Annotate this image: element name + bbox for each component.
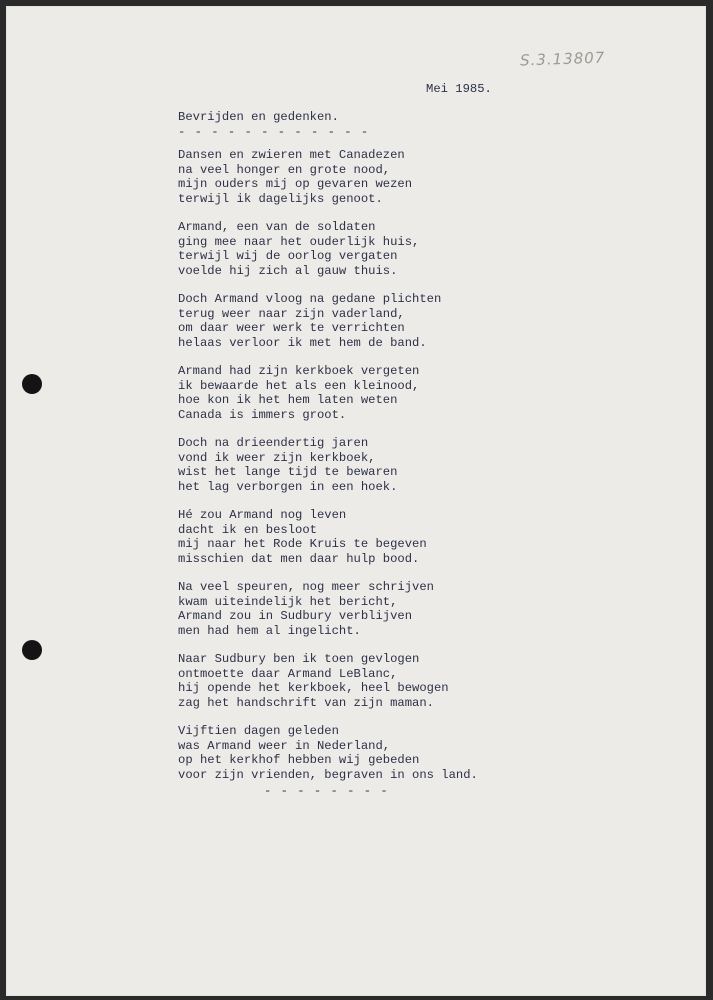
poem-line: Canada is immers groot.	[178, 407, 347, 422]
stanza	[178, 148, 518, 206]
poem-line: op het kerkhof hebben wij gebeden	[178, 753, 420, 767]
document-date: Mei 1985.	[426, 82, 492, 96]
stanza	[178, 292, 518, 350]
poem-line: het lag verborgen in een hoek.	[178, 479, 398, 494]
stanza	[178, 436, 518, 494]
poem-line: vond ik weer zijn kerkboek,	[178, 450, 376, 465]
poem-line: terug weer naar zijn vaderland,	[178, 306, 405, 321]
poem-line: ontmoette daar Armand LeBlanc,	[178, 666, 398, 681]
stanza	[178, 364, 518, 422]
poem-line: Armand zou in Sudbury verblijven	[178, 609, 413, 623]
stanza	[178, 220, 518, 278]
poem-line: ging mee naar het ouderlijk huis,	[178, 234, 420, 249]
poem-line: voor zijn vrienden, begraven in ons land.	[178, 767, 478, 782]
poem-line: Doch Armand vloog na gedane plichten	[178, 292, 442, 306]
stanza	[178, 508, 518, 566]
poem-line: voelde hij zich al gauw thuis.	[178, 263, 398, 278]
title-underline: - - - - - - - - - - - -	[178, 124, 370, 139]
poem-line: Na veel speuren, nog meer schrijven	[178, 580, 434, 594]
poem-line: hoe kon ik het hem laten weten	[178, 393, 398, 407]
punch-hole	[22, 374, 42, 394]
poem-line: Hé zou Armand nog leven	[178, 508, 347, 522]
poem-line: Armand, een van de soldaten	[178, 220, 376, 234]
poem-line: terwijl wij de oorlog vergaten	[178, 249, 398, 263]
poem-line: helaas verloor ik met hem de band.	[178, 335, 427, 350]
poem-line: dacht ik en besloot	[178, 522, 317, 537]
punch-hole	[22, 640, 42, 660]
poem-line: wist het lange tijd te bewaren	[178, 465, 398, 479]
end-divider: - - - - - - - -	[264, 784, 389, 798]
poem-line: Naar Sudbury ben ik toen gevlogen	[178, 652, 420, 666]
poem-line: mij naar het Rode Kruis te begeven	[178, 537, 427, 551]
stanza	[178, 652, 518, 710]
poem-line: mijn ouders mij op gevaren wezen	[178, 177, 413, 191]
stanza	[178, 724, 518, 782]
archive-number: S.3.13807	[519, 48, 606, 70]
poem-title: Bevrijden en gedenken.	[178, 110, 339, 124]
document-page	[6, 6, 706, 996]
poem-line: misschien dat men daar hulp bood.	[178, 551, 420, 566]
poem-line: kwam uiteindelijk het bericht,	[178, 594, 398, 609]
poem-line: na veel honger en grote nood,	[178, 162, 391, 177]
poem-line: was Armand weer in Nederland,	[178, 738, 391, 753]
poem	[178, 110, 518, 796]
poem-line: Dansen en zwieren met Canadezen	[178, 148, 405, 162]
poem-line: Vijftien dagen geleden	[178, 724, 339, 738]
poem-line: Doch na drieendertig jaren	[178, 436, 369, 450]
poem-line: terwijl ik dagelijks genoot.	[178, 191, 383, 206]
poem-line: om daar weer werk te verrichten	[178, 321, 405, 335]
poem-line: Armand had zijn kerkboek vergeten	[178, 364, 420, 378]
poem-line: men had hem al ingelicht.	[178, 623, 361, 638]
stanza	[178, 580, 518, 638]
poem-line: ik bewaarde het als een kleinood,	[178, 378, 420, 393]
poem-line: zag het handschrift van zijn maman.	[178, 695, 434, 710]
poem-line: hij opende het kerkboek, heel bewogen	[178, 681, 449, 695]
